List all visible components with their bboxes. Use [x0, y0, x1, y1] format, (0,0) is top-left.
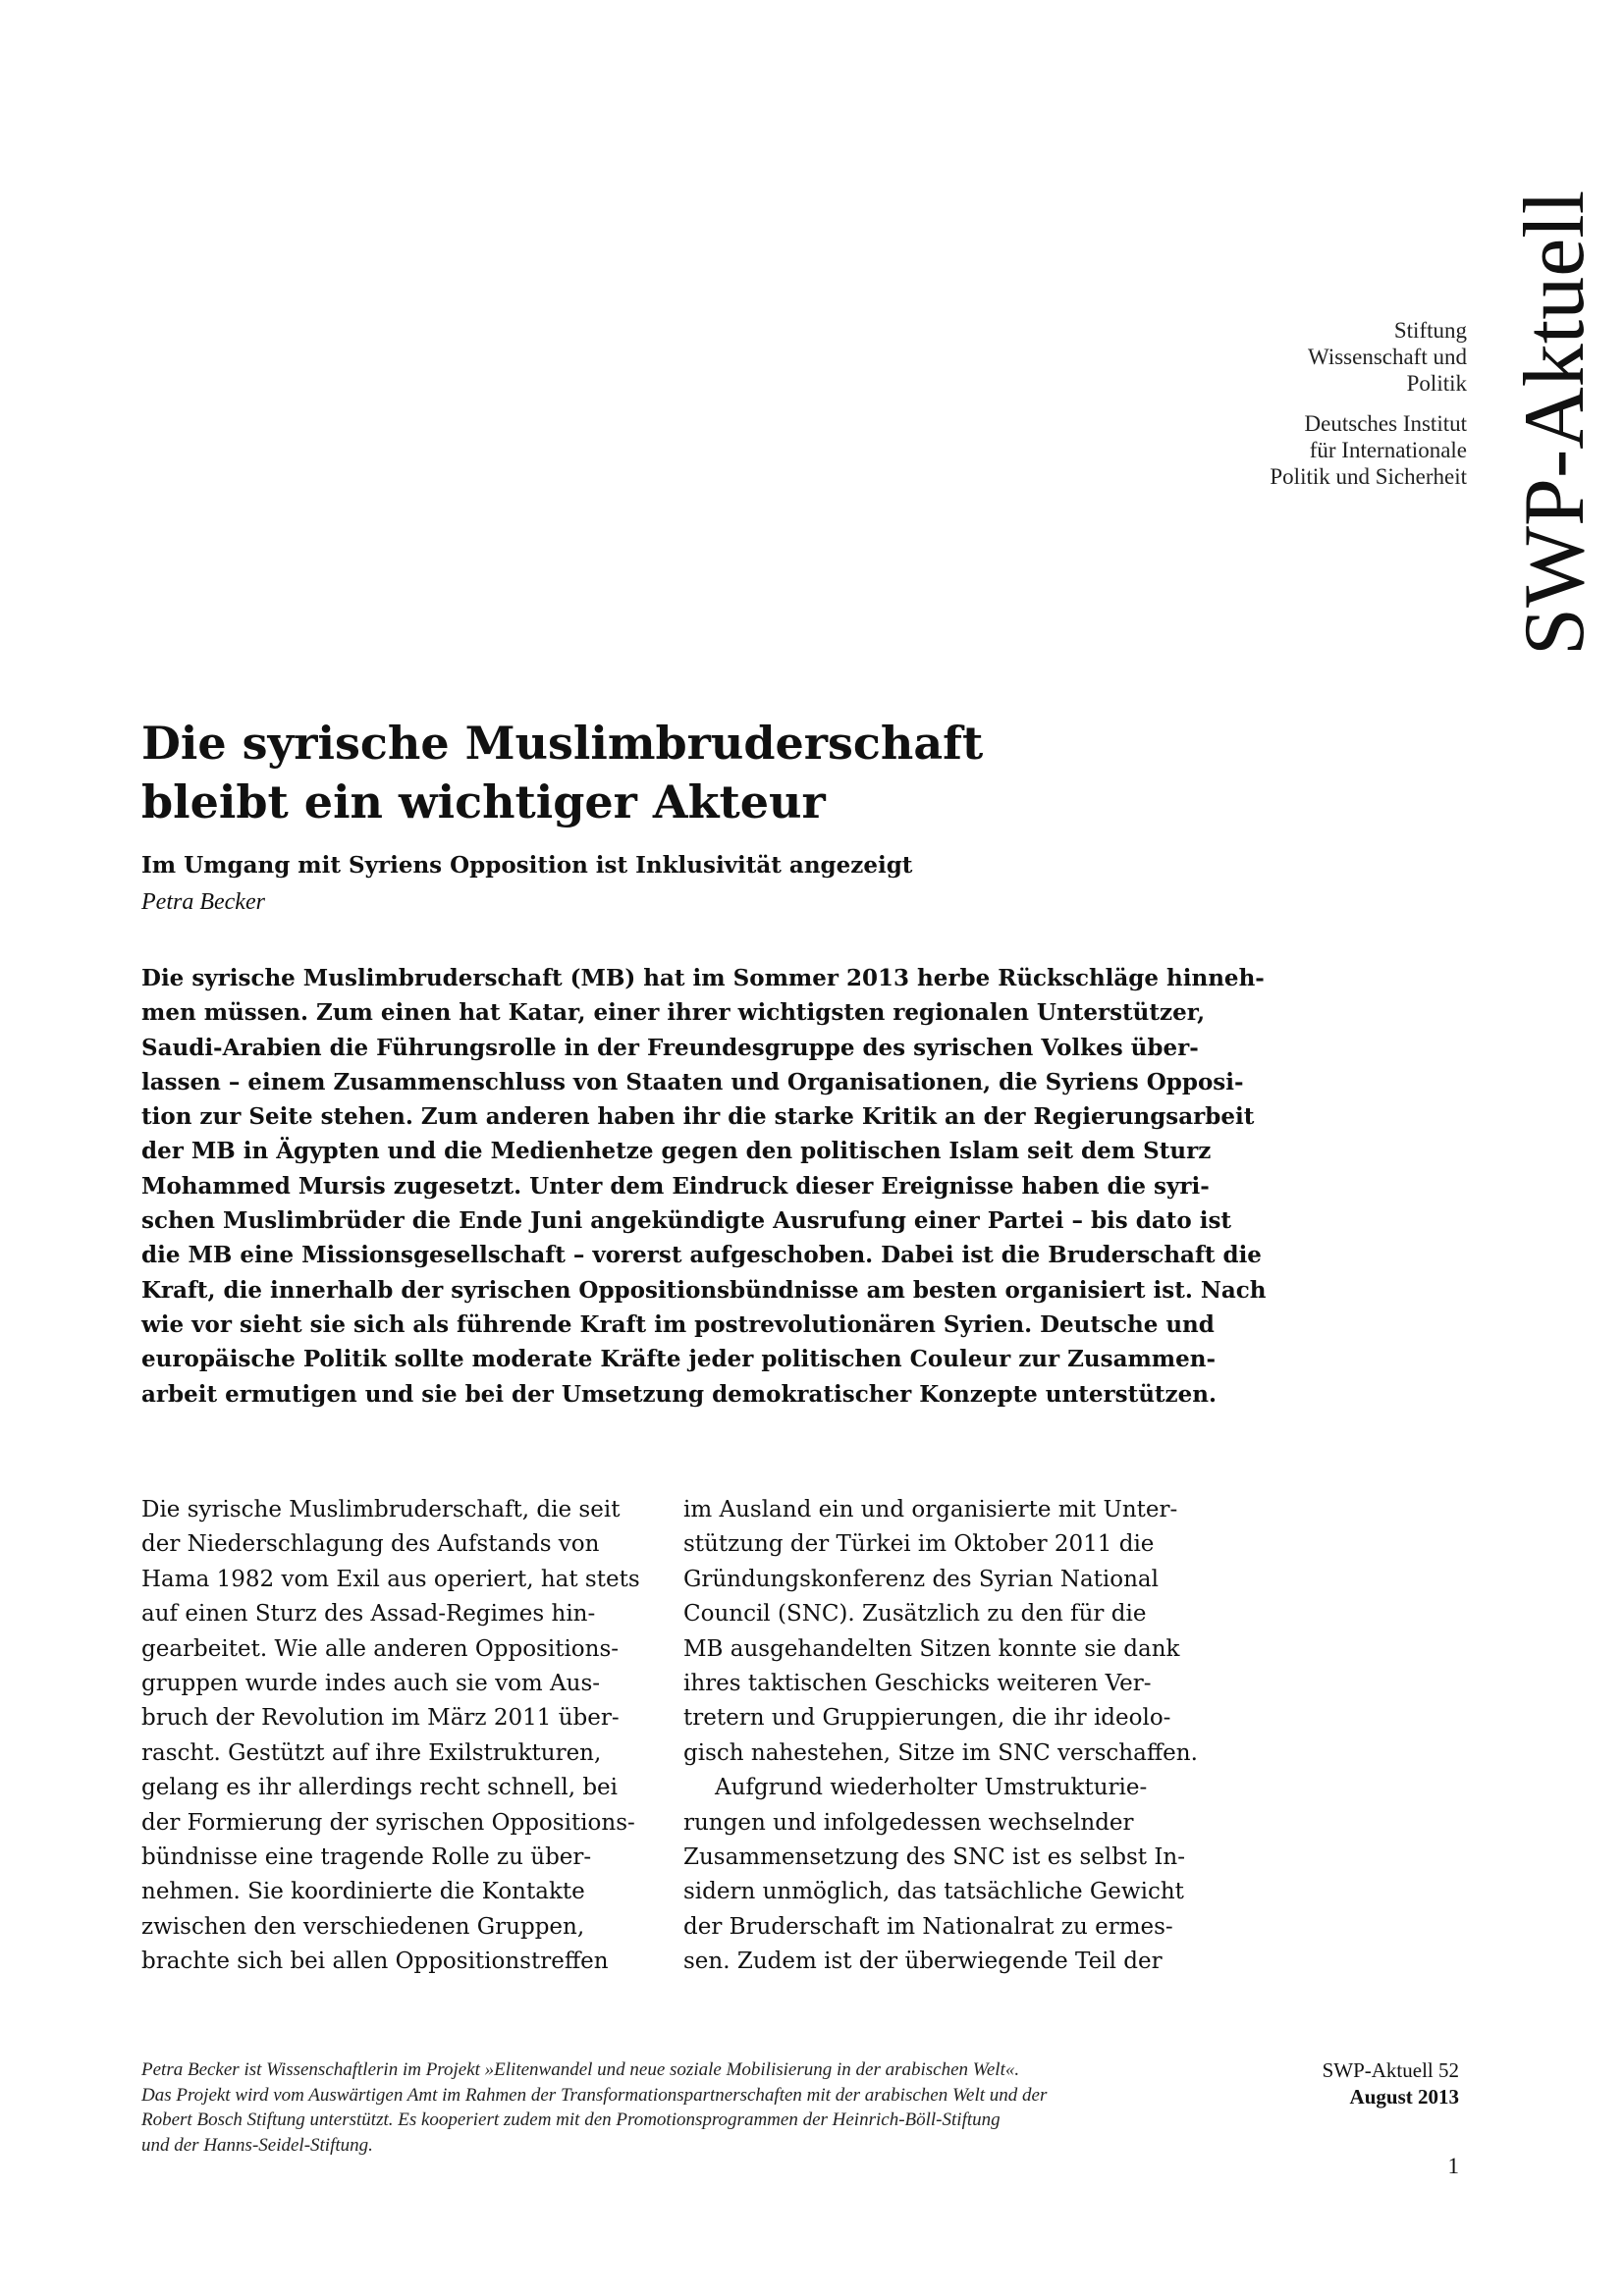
body-column-left	[141, 1493, 640, 1980]
body-line: ihres taktischen Geschicks weiteren Ver-	[683, 1671, 1152, 1697]
title-line: Die syrische Muslimbruderschaft	[141, 717, 984, 770]
body-line: rungen und infolgedessen wechselnder	[683, 1809, 1134, 1836]
subtitle: Im Umgang mit Syriens Opposition ist Inklusivität angezeigt	[141, 852, 913, 879]
abstract-line: schen Muslimbrüder die Ende Juni angekündigte Ausrufung einer Partei – bis dato ist	[141, 1207, 1232, 1235]
footnote-line: Petra Becker ist Wissenschaftlerin im Projekt »Elitenwandel und neue soziale Mobilisierung in der arabischen Welt«.	[141, 2059, 1020, 2080]
abstract	[141, 961, 1267, 1412]
body-line: Zusammensetzung des SNC ist es selbst In-	[683, 1844, 1185, 1871]
abstract-line: Die syrische Muslimbruderschaft (MB) hat im Sommer 2013 herbe Rückschläge hinneh-	[141, 965, 1265, 991]
body-line: im Ausland ein und organisierte mit Unter-	[683, 1497, 1178, 1522]
publication-date: August 2013	[1349, 2085, 1459, 2109]
abstract-line: men müssen. Zum einen hat Katar, einer ihrer wichtigsten regionalen Unterstützer,	[141, 999, 1206, 1027]
brand-logo-text: SWP-Aktuell	[1507, 189, 1602, 656]
title-line: bleibt ein wichtiger Akteur	[141, 775, 826, 828]
body-line: tretern und Gruppierungen, die ihr ideolo-	[683, 1705, 1171, 1732]
body-line: Aufgrund wiederholter Umstrukturie-	[715, 1775, 1148, 1801]
institute-line: Deutsches Institut	[1304, 411, 1467, 436]
body-line: Die syrische Muslimbruderschaft, die seit	[141, 1497, 621, 1522]
abstract-line: tion zur Seite stehen. Zum anderen haben ihr die starke Kritik an der Regierungsarbeit	[141, 1103, 1255, 1131]
footnote-line: und der Hanns-Seidel-Stiftung.	[141, 2134, 373, 2156]
body-line: MB ausgehandelten Sitzen konnte sie dank	[683, 1635, 1180, 1662]
body-line: gearbeitet. Wie alle anderen Oppositions-	[141, 1635, 620, 1662]
body-line: der Bruderschaft im Nationalrat zu ermes-	[683, 1913, 1173, 1940]
footnote-line: Robert Bosch Stiftung unterstützt. Es kooperiert zudem mit den Promotionsprogrammen der Heinrich-Böll-Stiftung	[141, 2109, 1001, 2130]
institute-line: Politik und Sicherheit	[1270, 464, 1467, 489]
institute-name-group	[1270, 317, 1467, 397]
abstract-line: europäische Politik sollte moderate Kräfte jeder politischen Couleur zur Zusammen-	[141, 1346, 1217, 1373]
publication-series: SWP-Aktuell 52	[1322, 2058, 1459, 2082]
body-line: brachte sich bei allen Oppositionstreffen	[141, 1949, 609, 1975]
body-line: stützung der Türkei im Oktober 2011 die	[683, 1531, 1155, 1558]
abstract-line: Saudi-Arabien die Führungsrolle in der Freundesgruppe des syrischen Volkes über-	[141, 1034, 1199, 1061]
abstract-line: der MB in Ägypten und die Medienhetze gegen den politischen Islam seit dem Sturz	[141, 1138, 1212, 1165]
abstract-line: arbeit ermutigen und sie bei der Umsetzung demokratischer Konzepte unterstützen.	[141, 1380, 1217, 1408]
institute-block	[1270, 317, 1467, 504]
body-line: nehmen. Sie koordinierte die Kontakte	[141, 1879, 585, 1905]
body-line: bündnisse eine tragende Rolle zu über-	[141, 1844, 592, 1871]
body-line: sidern unmöglich, das tatsächliche Gewicht	[683, 1879, 1184, 1905]
institute-subtitle-group	[1270, 410, 1467, 490]
body-line: bruch der Revolution im März 2011 über-	[141, 1705, 620, 1732]
body-line: Council (SNC). Zusätzlich zu den für die	[683, 1601, 1147, 1628]
institute-line: Stiftung	[1393, 318, 1467, 343]
abstract-line: wie vor sieht sie sich als führende Kraft im postrevolutionären Syrien. Deutsche und	[141, 1310, 1215, 1338]
body-column-right	[683, 1493, 1198, 1980]
body-line: gelang es ihr allerdings recht schnell, bei	[141, 1775, 619, 1801]
body-line: der Niederschlagung des Aufstands von	[141, 1531, 600, 1558]
author-footnote	[141, 2057, 1047, 2158]
abstract-line: Kraft, die innerhalb der syrischen Oppositionsbündnisse am besten organisiert ist. Nach	[141, 1276, 1267, 1304]
body-line: rascht. Gestützt auf ihre Exilstrukturen,	[141, 1739, 602, 1766]
body-line: Gründungskonferenz des Syrian National	[683, 1566, 1159, 1592]
publication-info	[1323, 2057, 1459, 2110]
institute-line: Wissenschaft und	[1308, 345, 1467, 369]
footnote-line: Das Projekt wird vom Auswärtigen Amt im Rahmen der Transformationspartnerschaften mit der arabischen Welt und der	[141, 2084, 1048, 2106]
body-line: gruppen wurde indes auch sie vom Aus-	[141, 1671, 601, 1697]
page-number: 1	[1447, 2154, 1459, 2178]
body-line: sen. Zudem ist der überwiegende Teil der	[683, 1949, 1163, 1975]
author-name: Petra Becker	[141, 889, 265, 915]
body-line: zwischen den verschiedenen Gruppen,	[141, 1913, 585, 1940]
body-line: Hama 1982 vom Exil aus operiert, hat stets	[141, 1566, 640, 1592]
abstract-line: die MB eine Missionsgesellschaft – vorerst aufgeschoben. Dabei ist die Bruderschaft die	[141, 1242, 1262, 1269]
body-line: gisch nahestehen, Sitze im SNC verschaffen.	[683, 1739, 1198, 1766]
body-line: der Formierung der syrischen Oppositions-	[141, 1809, 635, 1836]
body-line: auf einen Sturz des Assad-Regimes hin-	[141, 1601, 596, 1628]
page-title	[141, 714, 1123, 831]
institute-line: für Internationale	[1309, 438, 1467, 462]
institute-line: Politik	[1406, 371, 1467, 396]
abstract-line: Mohammed Mursis zugesetzt. Unter dem Eindruck dieser Ereignisse haben die syri-	[141, 1172, 1210, 1200]
abstract-line: lassen – einem Zusammenschluss von Staaten und Organisationen, die Syriens Opposi-	[141, 1068, 1244, 1095]
